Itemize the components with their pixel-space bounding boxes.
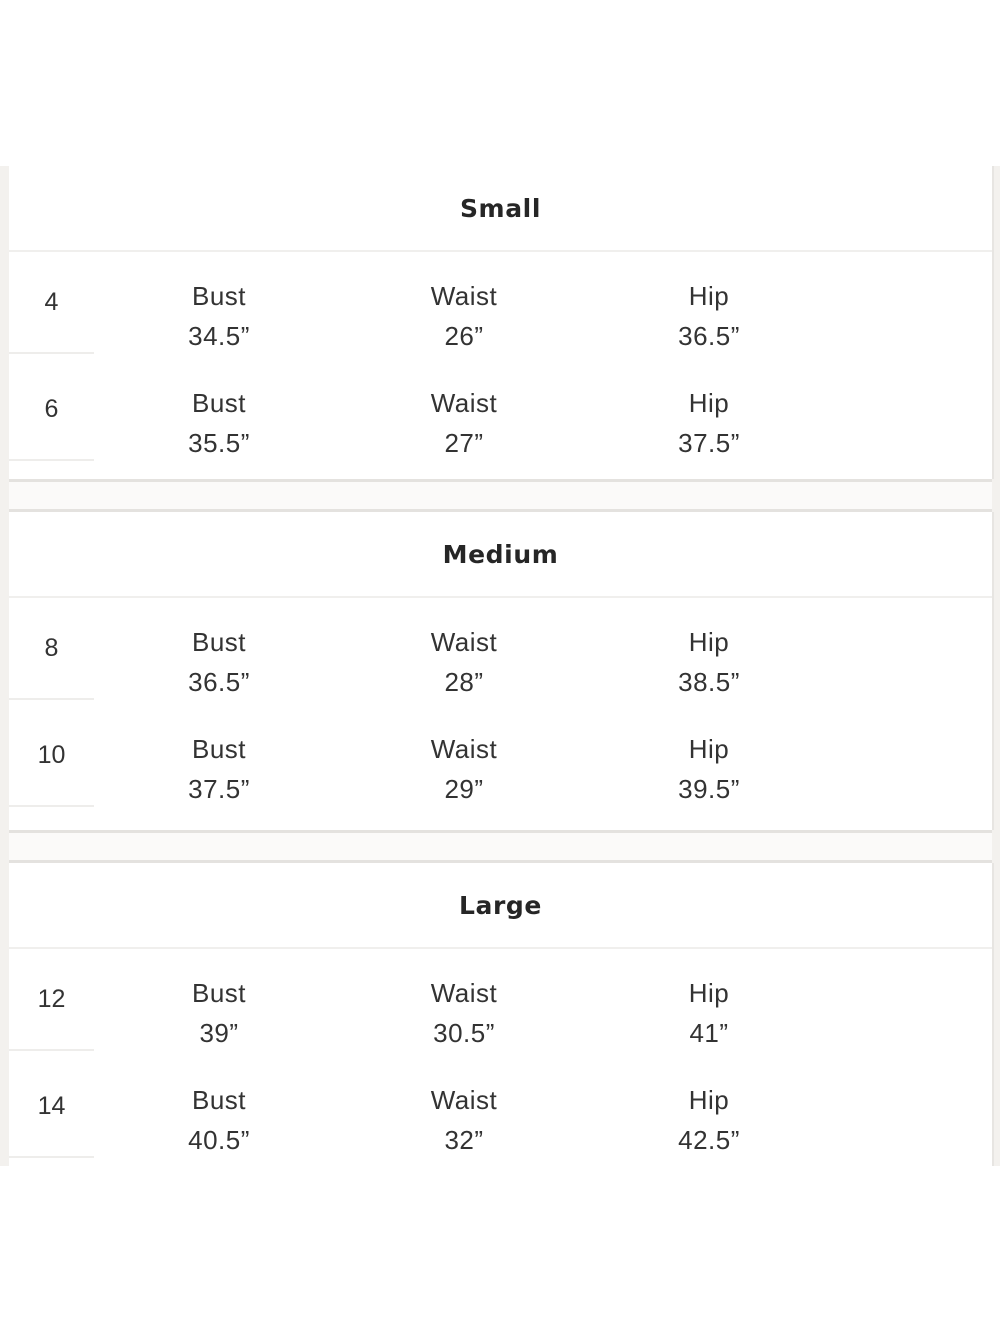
card-divider <box>9 830 992 833</box>
size-row <box>9 705 992 812</box>
waist-measurement <box>364 973 564 1053</box>
waist-label: Waist <box>430 388 498 418</box>
card-divider <box>9 509 992 512</box>
size-number: 10 <box>9 705 94 807</box>
waist-measurement <box>364 729 564 809</box>
waist-label: Waist <box>430 734 498 764</box>
waist-value: 26” <box>444 321 484 351</box>
waist-value: 32” <box>444 1125 484 1155</box>
size-number: 4 <box>9 252 94 354</box>
hip-value: 36.5” <box>678 321 740 351</box>
hip-label: Hip <box>688 734 730 764</box>
bust-value: 40.5” <box>188 1125 250 1155</box>
size-number: 12 <box>9 949 94 1051</box>
size-group-small <box>9 166 994 479</box>
size-group-title: Small <box>9 166 992 252</box>
size-row <box>9 949 992 1056</box>
hip-label: Hip <box>688 281 730 311</box>
waist-label: Waist <box>430 627 498 657</box>
hip-measurement <box>609 276 809 356</box>
size-row <box>9 1056 992 1163</box>
hip-value: 41” <box>689 1018 729 1048</box>
waist-label: Waist <box>430 1085 498 1115</box>
bust-measurement <box>119 973 319 1053</box>
hip-value: 39.5” <box>678 774 740 804</box>
size-group-medium <box>9 512 994 830</box>
hip-label: Hip <box>688 627 730 657</box>
waist-measurement <box>364 383 564 463</box>
bust-label: Bust <box>191 388 247 418</box>
waist-label: Waist <box>430 978 498 1008</box>
hip-value: 37.5” <box>678 428 740 458</box>
size-number: 14 <box>9 1056 94 1158</box>
hip-measurement <box>609 622 809 702</box>
waist-value: 28” <box>444 667 484 697</box>
bust-value: 39” <box>199 1018 239 1048</box>
size-group-title: Large <box>9 863 992 949</box>
waist-value: 29” <box>444 774 484 804</box>
hip-value: 38.5” <box>678 667 740 697</box>
hip-measurement <box>609 729 809 809</box>
hip-label: Hip <box>688 388 730 418</box>
card-divider <box>9 479 992 482</box>
waist-label: Waist <box>430 281 498 311</box>
bust-label: Bust <box>191 281 247 311</box>
waist-measurement <box>364 276 564 356</box>
size-chart-screenshot <box>0 166 1000 1166</box>
hip-value: 42.5” <box>678 1125 740 1155</box>
bust-measurement <box>119 729 319 809</box>
bust-value: 34.5” <box>188 321 250 351</box>
size-group-large <box>9 863 994 1166</box>
bust-value: 37.5” <box>188 774 250 804</box>
bust-label: Bust <box>191 627 247 657</box>
size-group-title: Medium <box>9 512 992 598</box>
size-row <box>9 359 992 466</box>
bust-measurement <box>119 1080 319 1160</box>
bust-label: Bust <box>191 734 247 764</box>
size-number: 8 <box>9 598 94 700</box>
bust-label: Bust <box>191 978 247 1008</box>
bust-label: Bust <box>191 1085 247 1115</box>
hip-label: Hip <box>688 1085 730 1115</box>
bust-measurement <box>119 276 319 356</box>
hip-measurement <box>609 383 809 463</box>
waist-measurement <box>364 1080 564 1160</box>
hip-measurement <box>609 973 809 1053</box>
waist-measurement <box>364 622 564 702</box>
bust-value: 35.5” <box>188 428 250 458</box>
hip-label: Hip <box>688 978 730 1008</box>
bust-measurement <box>119 383 319 463</box>
size-number: 6 <box>9 359 94 461</box>
card-divider <box>9 860 992 863</box>
hip-measurement <box>609 1080 809 1160</box>
size-row <box>9 252 992 359</box>
waist-value: 27” <box>444 428 484 458</box>
bust-measurement <box>119 622 319 702</box>
waist-value: 30.5” <box>433 1018 495 1048</box>
size-row <box>9 598 992 705</box>
bust-value: 36.5” <box>188 667 250 697</box>
left-page-edge <box>0 166 9 1166</box>
